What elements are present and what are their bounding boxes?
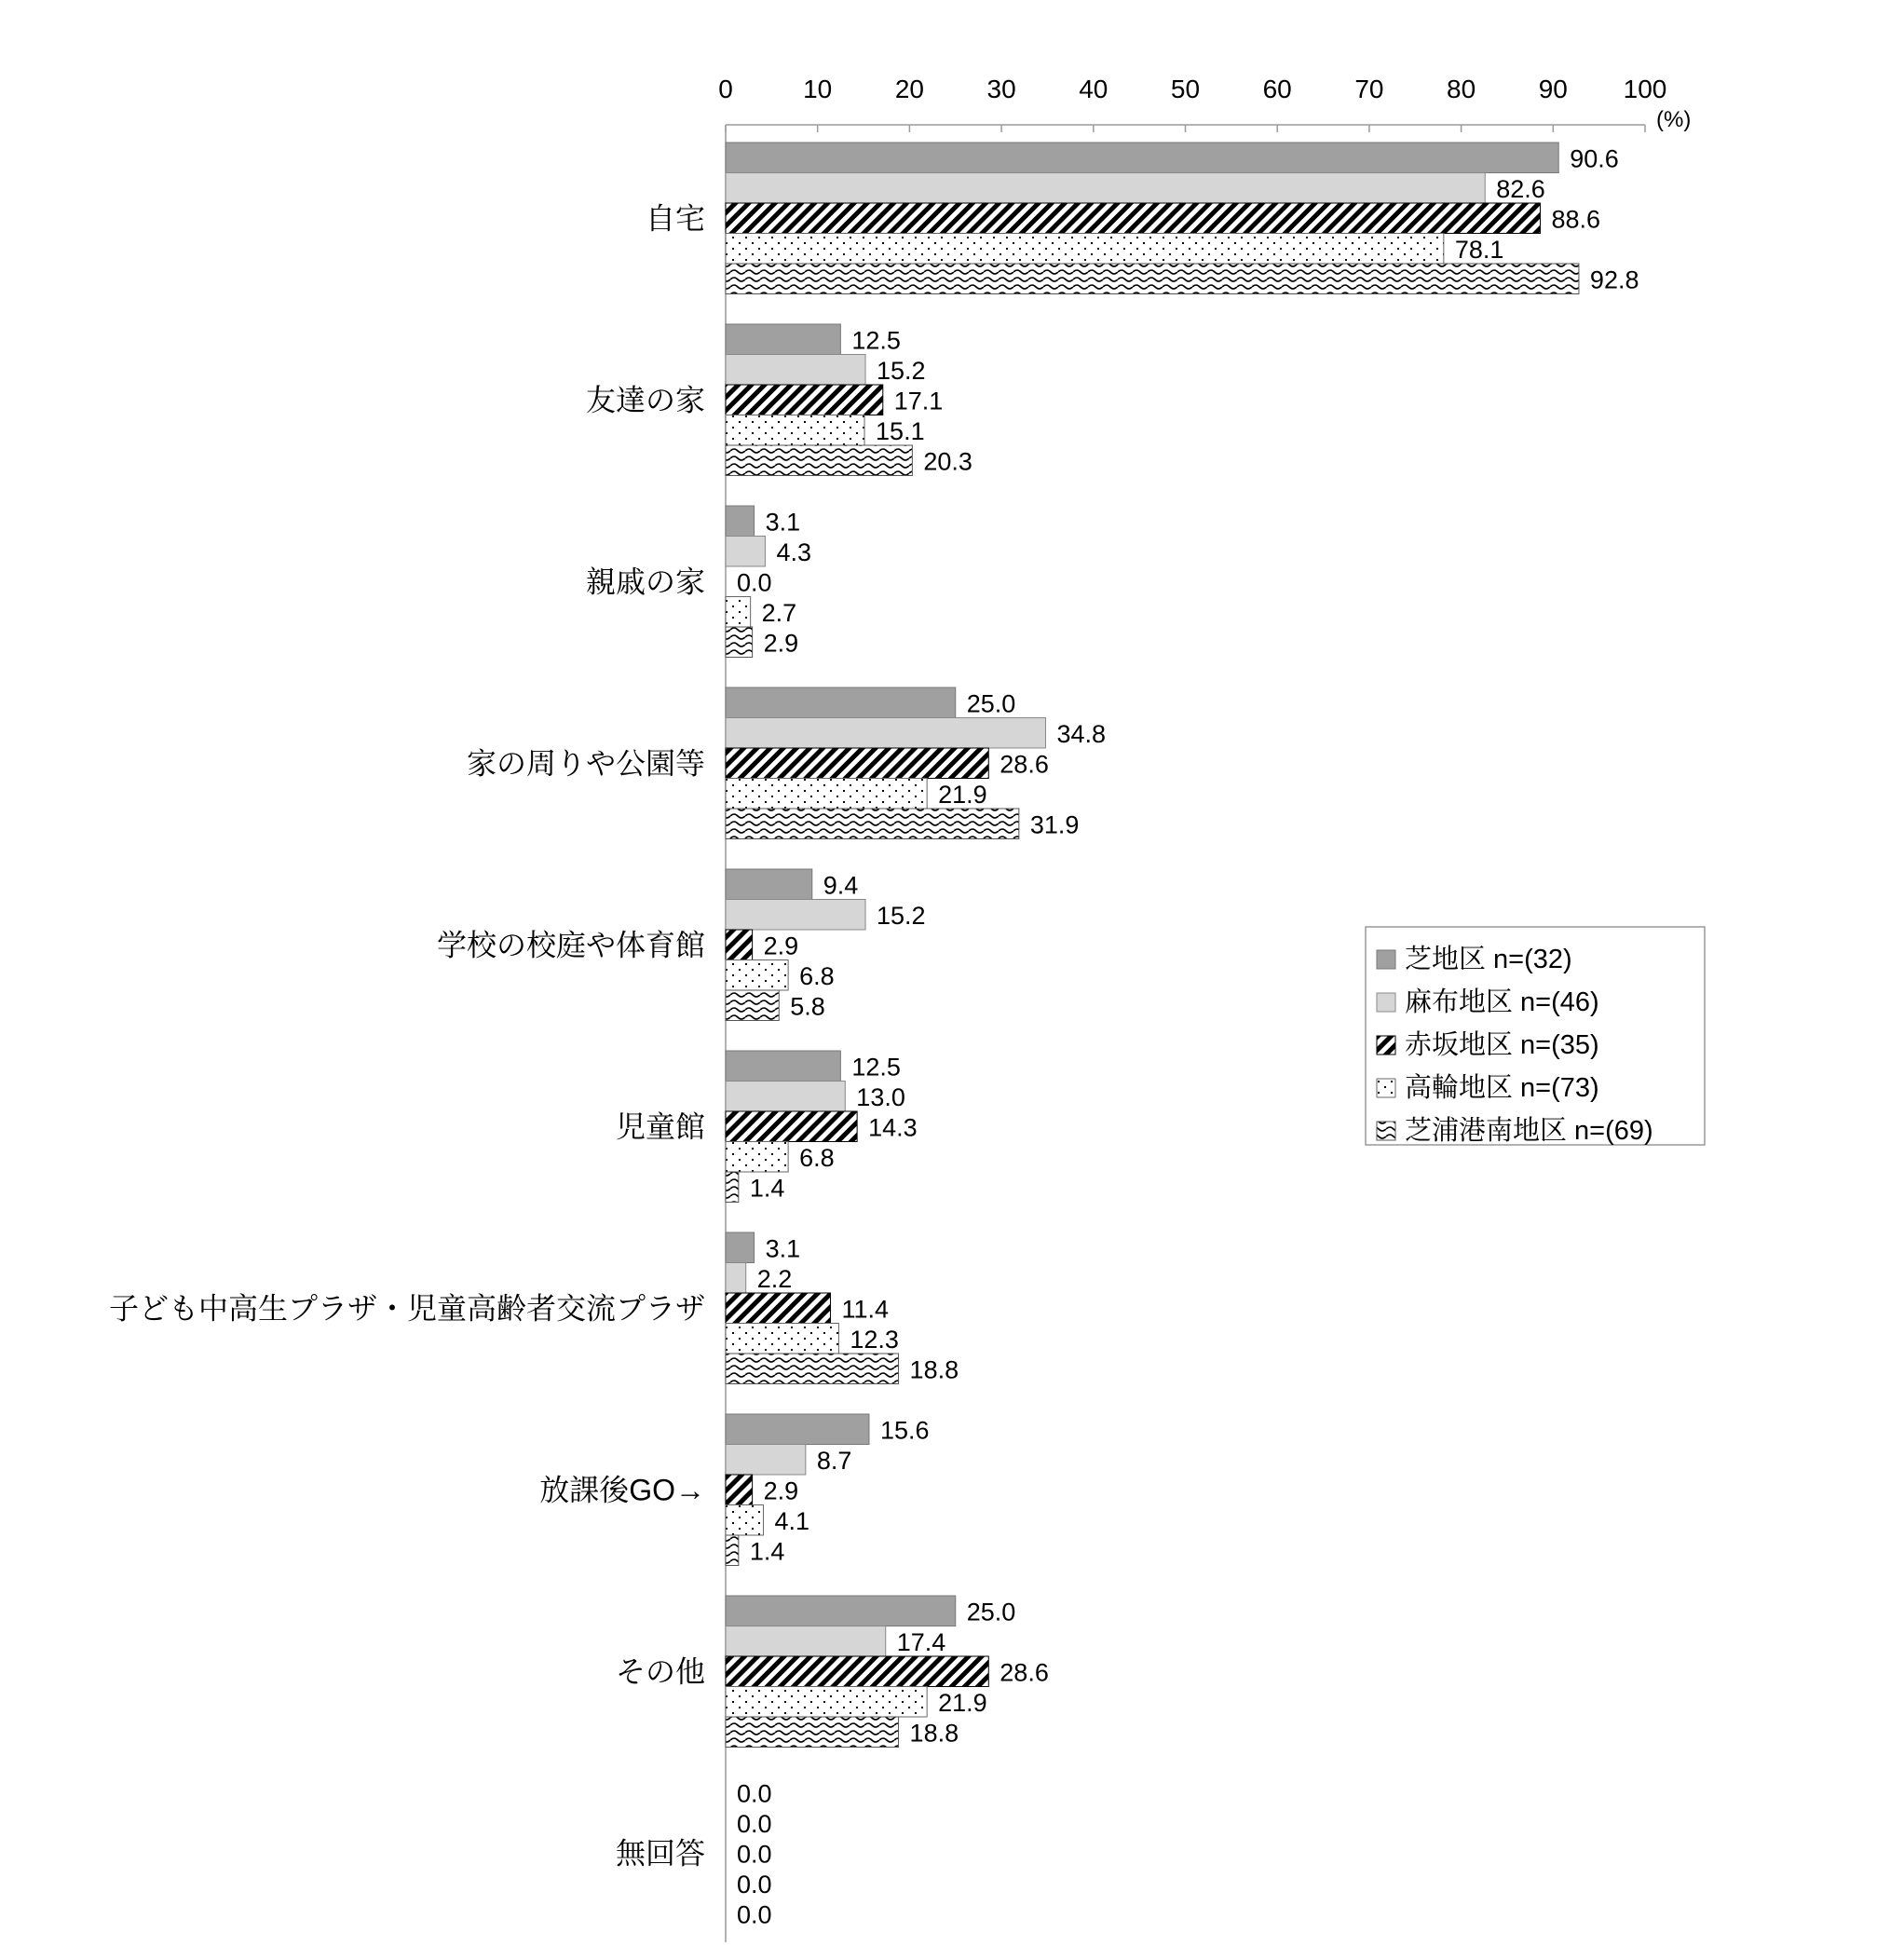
bar bbox=[726, 1293, 831, 1324]
data-label: 90.6 bbox=[1570, 144, 1619, 173]
bar bbox=[726, 1414, 869, 1445]
bar bbox=[726, 960, 788, 991]
data-label: 1.4 bbox=[749, 1537, 785, 1566]
data-label: 17.1 bbox=[893, 387, 944, 415]
legend-swatch bbox=[1377, 1122, 1395, 1140]
bar bbox=[726, 324, 840, 355]
legend-swatch bbox=[1377, 993, 1395, 1012]
data-label: 9.4 bbox=[823, 871, 859, 900]
data-label: 92.8 bbox=[1589, 265, 1639, 294]
bar bbox=[726, 1142, 788, 1173]
data-label: 15.1 bbox=[876, 416, 925, 445]
data-label: 20.3 bbox=[923, 447, 972, 476]
data-label: 11.4 bbox=[841, 1295, 890, 1324]
data-label: 5.8 bbox=[790, 992, 825, 1021]
unit-label: (%) bbox=[1656, 107, 1692, 132]
bar bbox=[726, 173, 1485, 204]
category-label: 自宅 bbox=[645, 201, 705, 236]
data-label: 0.0 bbox=[737, 1900, 772, 1929]
bar bbox=[726, 1505, 763, 1536]
bar bbox=[726, 264, 1579, 294]
category-label: 家の周りや公園等 bbox=[466, 746, 705, 781]
category-label: 放課後GO→ bbox=[539, 1473, 705, 1507]
data-label: 12.5 bbox=[851, 1053, 901, 1082]
data-label: 82.6 bbox=[1496, 174, 1545, 203]
bar bbox=[726, 627, 753, 658]
data-label: 0.0 bbox=[737, 568, 772, 597]
data-label: 15.2 bbox=[877, 901, 926, 930]
bar bbox=[726, 1717, 899, 1748]
legend bbox=[1366, 927, 1705, 1146]
data-label: 3.1 bbox=[765, 1234, 801, 1263]
x-tick-label: 40 bbox=[1079, 75, 1108, 103]
category-label: 無回答 bbox=[615, 1836, 705, 1871]
bar bbox=[726, 1475, 753, 1505]
x-tick-label: 60 bbox=[1262, 75, 1292, 103]
x-tick-label: 20 bbox=[894, 75, 924, 103]
data-label: 0.0 bbox=[737, 1870, 772, 1898]
bar bbox=[726, 143, 1558, 173]
data-label: 2.9 bbox=[763, 629, 799, 658]
x-tick-label: 10 bbox=[803, 75, 833, 103]
x-tick-label: 80 bbox=[1447, 75, 1476, 103]
data-label: 6.8 bbox=[799, 961, 835, 990]
bar bbox=[726, 445, 912, 476]
bar bbox=[726, 537, 765, 567]
bar bbox=[726, 1324, 838, 1354]
x-tick-label: 100 bbox=[1623, 75, 1667, 103]
data-label: 18.8 bbox=[909, 1719, 959, 1748]
bar bbox=[726, 1596, 956, 1626]
bar bbox=[726, 990, 779, 1021]
data-label: 78.1 bbox=[1454, 235, 1504, 264]
bar bbox=[726, 1626, 886, 1657]
data-label: 12.3 bbox=[850, 1325, 899, 1354]
data-label: 14.3 bbox=[868, 1113, 918, 1142]
data-label: 34.8 bbox=[1056, 719, 1107, 748]
data-label: 21.9 bbox=[938, 780, 987, 809]
data-label: 4.1 bbox=[774, 1506, 810, 1535]
data-label: 15.6 bbox=[879, 1416, 930, 1445]
bar bbox=[726, 415, 864, 446]
data-label: 31.9 bbox=[1029, 810, 1080, 839]
bar bbox=[726, 1082, 845, 1112]
legend-entry: 赤坂地区 n=(35) bbox=[1405, 1030, 1599, 1060]
data-label: 2.9 bbox=[763, 1477, 799, 1505]
bar bbox=[726, 1445, 806, 1476]
data-label: 3.1 bbox=[765, 508, 801, 537]
category-label: 児童館 bbox=[615, 1109, 705, 1144]
category-label: その他 bbox=[615, 1654, 705, 1689]
data-label: 28.6 bbox=[1000, 750, 1049, 779]
data-label: 13.0 bbox=[856, 1082, 905, 1111]
bar bbox=[726, 1263, 746, 1294]
bar bbox=[726, 385, 883, 415]
data-label: 0.0 bbox=[737, 1840, 772, 1869]
bar bbox=[726, 869, 812, 900]
data-label: 25.0 bbox=[966, 1598, 1016, 1626]
category-label: 学校の校庭や体育館 bbox=[436, 928, 705, 962]
legend-entry: 芝浦港南地区 n=(69) bbox=[1405, 1116, 1653, 1146]
data-label: 21.9 bbox=[938, 1688, 987, 1717]
x-tick-label: 30 bbox=[986, 75, 1016, 103]
data-label: 1.4 bbox=[749, 1174, 785, 1203]
x-tick-label: 50 bbox=[1170, 75, 1201, 103]
bar bbox=[726, 355, 865, 386]
bar bbox=[726, 1354, 899, 1384]
x-tick-label: 0 bbox=[718, 75, 733, 103]
legend-entry: 高輪地区 n=(73) bbox=[1405, 1073, 1599, 1103]
bar bbox=[726, 597, 751, 628]
data-label: 17.4 bbox=[896, 1627, 946, 1656]
bar bbox=[726, 1535, 739, 1566]
data-label: 8.7 bbox=[816, 1446, 852, 1475]
data-label: 2.2 bbox=[756, 1264, 793, 1293]
legend-swatch bbox=[1377, 950, 1395, 969]
bar bbox=[726, 234, 1444, 265]
data-label: 28.6 bbox=[1000, 1658, 1049, 1687]
legend-entry: 麻布地区 n=(46) bbox=[1405, 987, 1599, 1017]
category-label: 友達の家 bbox=[585, 383, 705, 417]
data-label: 25.0 bbox=[966, 689, 1016, 718]
data-label: 4.3 bbox=[776, 538, 811, 566]
data-label: 18.8 bbox=[909, 1355, 959, 1384]
category-label: 親戚の家 bbox=[585, 565, 705, 599]
bar bbox=[726, 748, 988, 779]
bar bbox=[726, 1111, 857, 1142]
data-label: 12.5 bbox=[851, 326, 901, 355]
bar bbox=[726, 1656, 988, 1687]
bar bbox=[726, 506, 755, 537]
x-tick-label: 70 bbox=[1354, 75, 1384, 103]
bar bbox=[726, 930, 753, 960]
bar bbox=[726, 1172, 739, 1203]
data-label: 88.6 bbox=[1551, 205, 1601, 234]
data-label: 0.0 bbox=[737, 1779, 772, 1808]
legend-entry: 芝地区 n=(32) bbox=[1405, 945, 1572, 974]
bar bbox=[726, 809, 1019, 839]
category-label: 子ども中高生プラザ・児童高齢者交流プラザ bbox=[108, 1291, 705, 1326]
bar bbox=[726, 1687, 927, 1718]
data-label: 6.8 bbox=[799, 1143, 835, 1172]
legend-swatch bbox=[1377, 1036, 1395, 1055]
x-tick-label: 90 bbox=[1538, 75, 1568, 103]
data-label: 2.7 bbox=[761, 598, 797, 627]
bar bbox=[726, 1232, 755, 1263]
legend-swatch bbox=[1377, 1079, 1395, 1097]
data-label: 2.9 bbox=[763, 932, 799, 960]
bar bbox=[726, 900, 865, 931]
bar bbox=[726, 779, 927, 810]
bar bbox=[726, 203, 1540, 234]
bar bbox=[726, 718, 1045, 749]
bar bbox=[726, 1051, 840, 1082]
data-label: 15.2 bbox=[877, 356, 926, 385]
category-labels bbox=[109, 201, 705, 1870]
data-label: 0.0 bbox=[737, 1809, 772, 1838]
bar bbox=[726, 687, 956, 718]
